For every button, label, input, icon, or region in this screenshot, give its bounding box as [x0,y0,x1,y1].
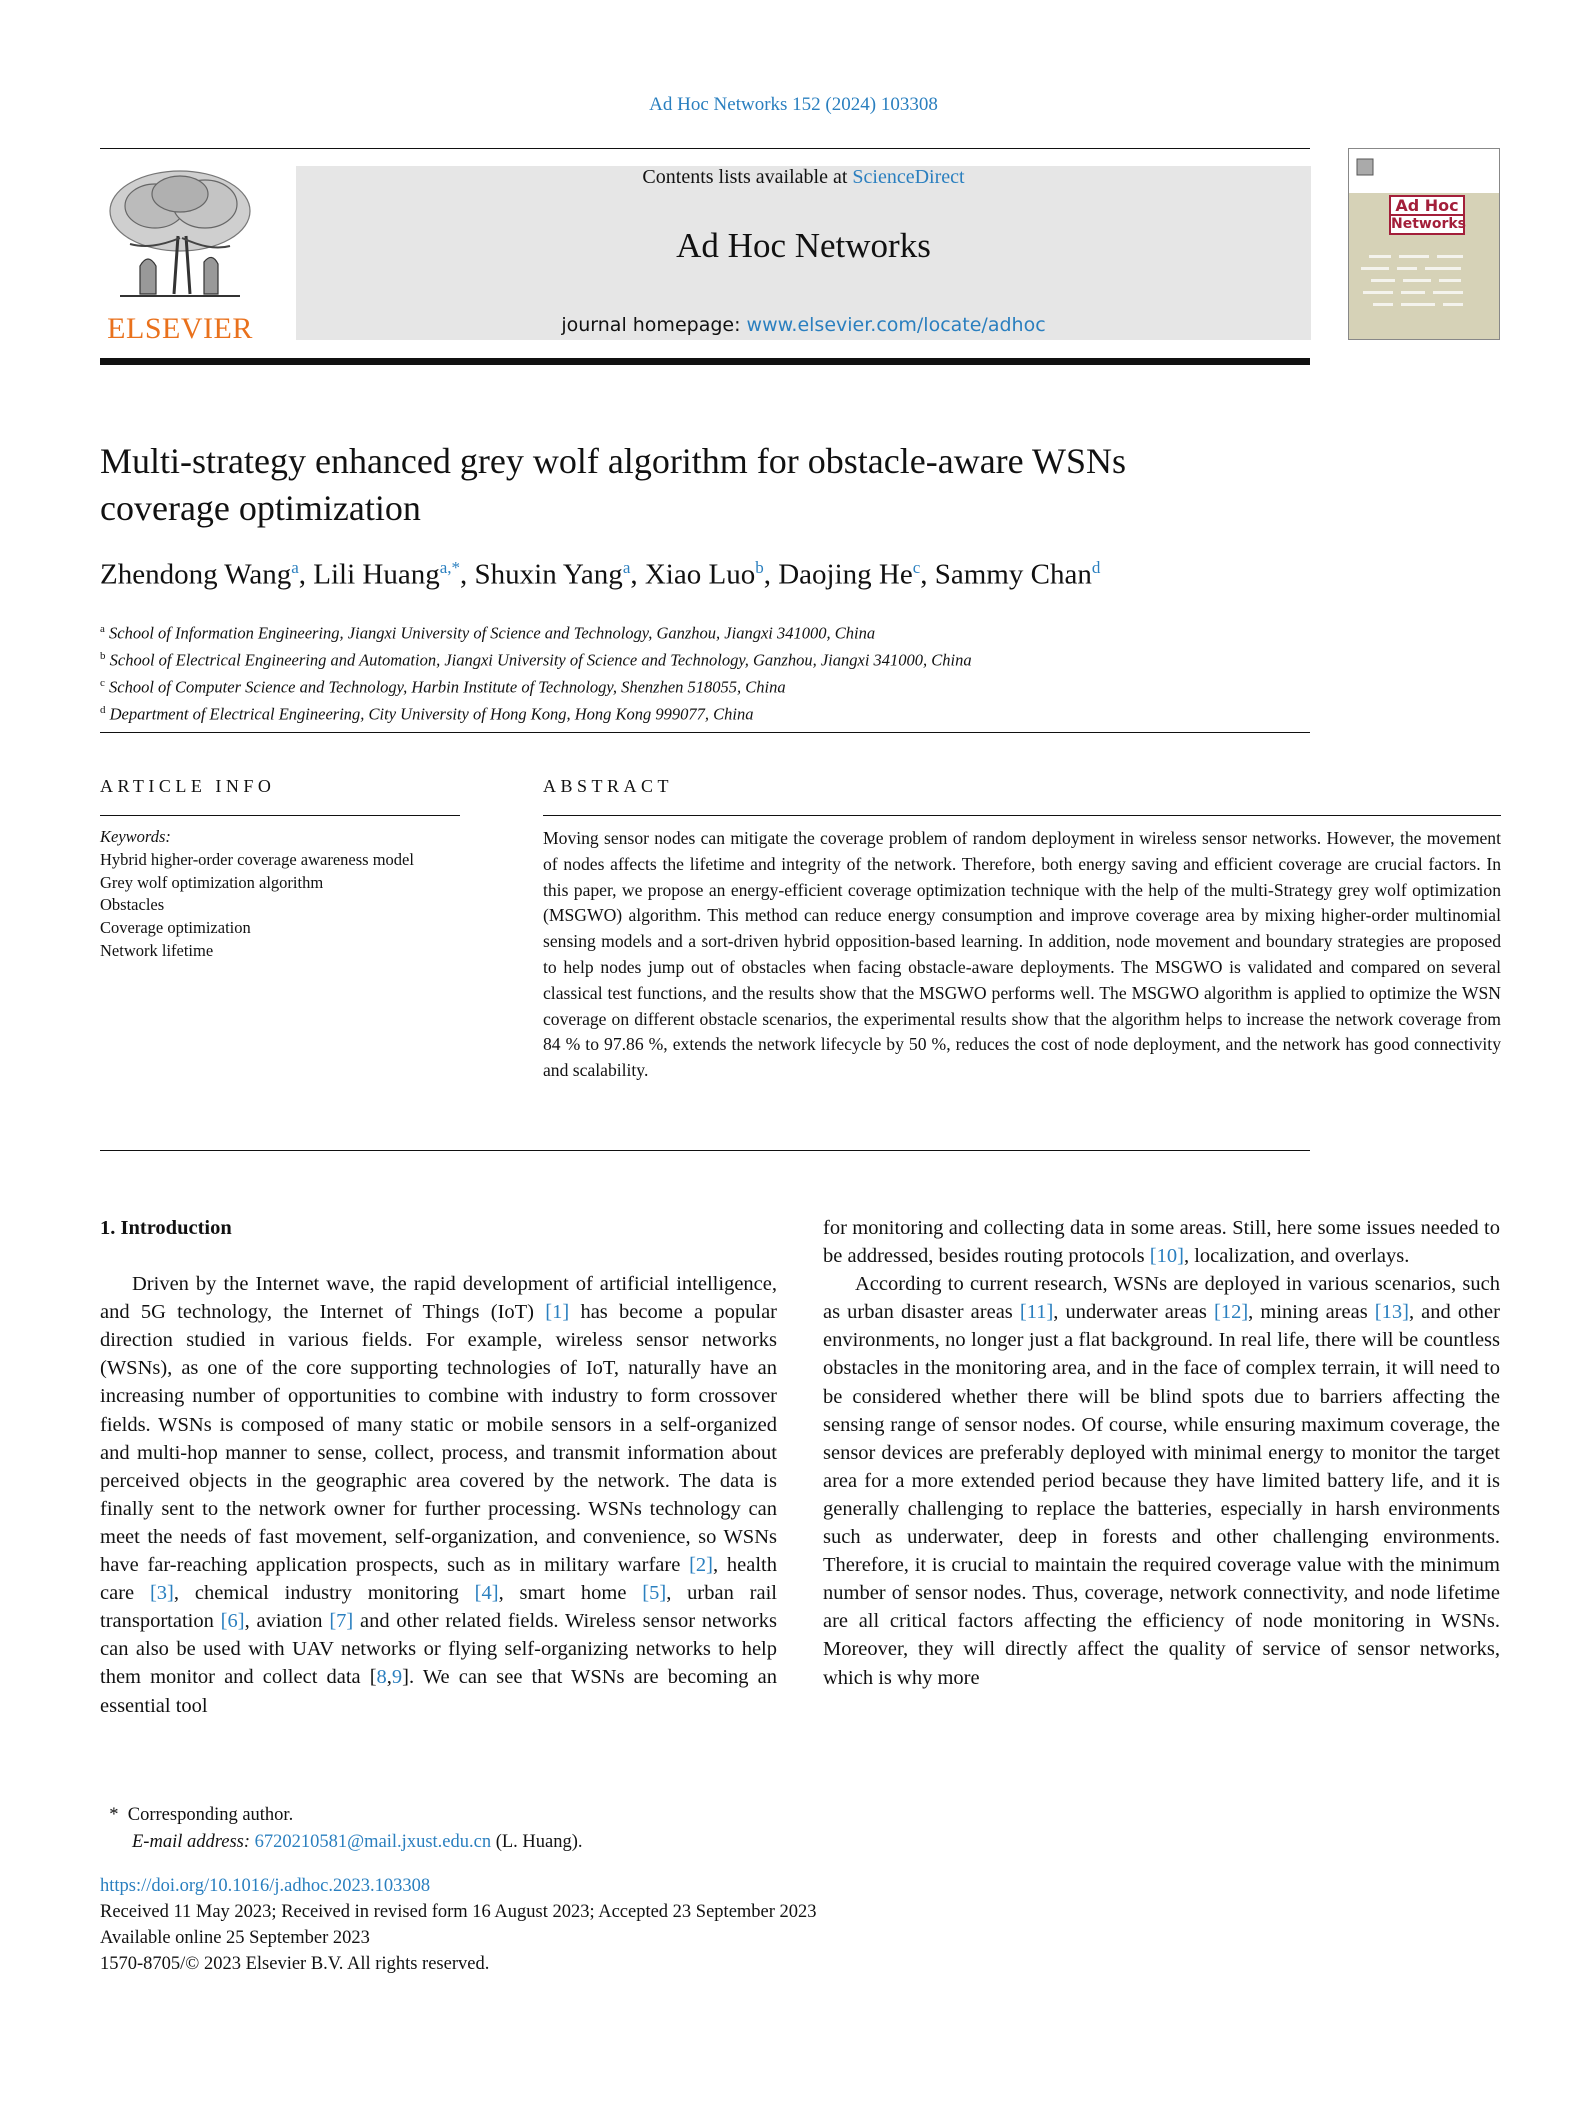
keyword-item: Grey wolf optimization algorithm [100,872,324,892]
body-text: , health care [100,1554,778,1605]
body-text: ]. We can see that WSNs are becoming an essential tool [100,1666,777,1717]
affiliation-text: School of Electrical Engineering and Automation, Jiangxi University of Science and Technology, Ganzhou, Jiangxi 341000, China [109,650,972,670]
keywords-label: Keywords: [100,827,171,846]
affiliation-mark: b [100,650,106,662]
keyword-item: Network lifetime [100,940,214,960]
body-text: According to current research, WSNs are deployed in various scenarios, such as urban disaster areas [823,1273,1500,1324]
citation-link[interactable]: 9 [391,1666,403,1689]
elsevier-tree-icon [100,166,260,306]
cover-title-line2: Networks [1391,216,1467,232]
citation-link[interactable]: [11] [1019,1301,1054,1324]
body-text: Driven by the Internet wave, the rapid development of artificial intelligence, and 5G technology, the Internet of Things (IoT) [100,1273,777,1324]
cover-elsevier-icon [1355,157,1375,177]
citation-link[interactable]: [13] [1374,1301,1409,1324]
citation-link[interactable]: [12] [1214,1301,1249,1324]
author-affiliation-mark[interactable]: a [291,558,299,577]
affiliation-item [100,618,1310,645]
cover-pattern [1349,249,1499,329]
body-text: , urban rail transportation [100,1582,777,1633]
body-text: , localization, and overlays. [1183,1245,1410,1268]
body-paragraph [100,1270,777,1720]
author-name[interactable]: Lili Huang [313,558,440,591]
body-text: , smart home [498,1582,643,1605]
citation-link[interactable]: [7] [329,1610,354,1633]
affiliation-mark: d [100,704,106,716]
top-rule [100,148,1310,149]
affiliation-mark: c [100,677,105,689]
abstract-rule [543,815,1501,816]
affiliation-item [100,699,1310,726]
available-online: Available online 25 September 2023 [100,1928,370,1948]
header-thick-rule [100,358,1310,365]
section-heading-introduction: 1. Introduction [100,1217,232,1239]
author-name[interactable]: Shuxin Yang [474,558,623,591]
body-text: , chemical industry monitoring [173,1582,475,1605]
elsevier-wordmark: ELSEVIER [107,312,253,345]
journal-cover[interactable] [1348,148,1500,340]
body-text: and other related fields. Wireless sensor networks can also be used with UAV networks or flying self-organizing networks to help them monitor and collect data [ [100,1610,777,1689]
author-name[interactable]: Xiao Luo [644,558,756,591]
homepage-link[interactable]: www.elsevier.com/locate/adhoc [746,314,1046,336]
homepage-prefix: journal homepage: [561,314,747,336]
body-text: for monitoring and collecting data in some areas. Still, here some issues needed to be addressed, besides routing protocols [823,1217,1500,1268]
publication-info [100,1873,1200,1977]
citation-link[interactable]: [5] [642,1582,667,1605]
footnote-line [100,1802,1000,1829]
body-text: , mining areas [1248,1301,1375,1324]
elsevier-logo [100,166,260,346]
keyword-item: Coverage optimization [100,918,251,938]
footnote-text: Corresponding author. [127,1805,294,1825]
paper-title-line2: coverage optimization [100,488,421,528]
citation-link[interactable]: [1] [545,1301,570,1324]
abstract-text: Moving sensor nodes can mitigate the coverage problem of random deployment in wireless sensor networks. However, the movement of nodes affects the lifetime and integrity of the network. Therefore, both energy saving and efficient coverage are crucial factors. In this paper, we propose an energy-efficient coverage optimization technique with the help of the multi-Strategy grey wolf optimization (MSGWO) algorithm. This method can reduce energy consumption and improve coverage area by mixing higher-order multinomial sensing models and a sort-driven hybrid opposition-based learning. In addition, node movement and boundary strategies are proposed to help nodes jump out of obstacles when facing obstacle-aware deployments. The MSGWO is validated and compared on several classical test functions, and the results show that the MSGWO performs well. The MSGWO algorithm is applied to optimize the WSN coverage on different obstacle scenarios, the experimental results show that the algorithm helps to increase the network coverage from 84 % to 97.86 %, extends the network lifecycle by 50 %, reduces the cost of node deployment, and the network has good connectivity and scalability. [543,828,1501,1081]
contents-prefix: Contents lists available at [642,166,853,188]
author-name[interactable]: Zhendong Wang [100,558,292,591]
author-affiliation-mark[interactable]: a [622,558,631,577]
citation-link[interactable]: [2] [689,1554,714,1577]
citation-link[interactable]: [4] [474,1582,499,1605]
sciencedirect-link[interactable]: ScienceDirect [852,166,965,188]
affiliation-item [100,645,1310,672]
cover-title [1389,195,1465,235]
citation-link[interactable]: [3] [149,1582,174,1605]
abstract-heading: ABSTRACT [543,776,674,796]
affiliation-rule [100,732,1310,733]
author-affiliation-mark[interactable]: b [755,558,764,577]
affiliation-mark: a [100,623,105,635]
affiliation-item [100,672,1310,699]
abstract-bottom-rule [100,1150,1310,1151]
affiliation-text: School of Information Engineering, Jiangxi University of Science and Technology, Ganzhou, Jiangxi 341000, China [109,623,876,643]
email-suffix: (L. Huang). [495,1832,583,1852]
doi-link[interactable]: https://doi.org/10.1016/j.adhoc.2023.103308 [100,1876,431,1896]
body-text: , underwater areas [1053,1301,1215,1324]
keyword-item: Hybrid higher-order coverage awareness model [100,849,414,869]
body-text: , and other environments, no longer just a flat background. In real life, there will be countless obstacles in the monitoring area, and in the face of complex terrain, it will need to be considered whether there will be blind spots due to barriers affecting the sensing range of sensor nodes. Of course, while ensuring maximum coverage, the sensor devices are preferably deployed with minimal energy to monitor the target area for a more extended period because they have limited battery life, and it is generally challenging to replace the batteries, especially in harsh environments such as underwater, deep in forests and other challenging environments. Therefore, it is crucial to maintain the required coverage value with the minimum number of sensor nodes. Thus, coverage, network connectivity, and node lifetime are all critical factors affecting the efficiency of node monitoring in WSNs. Moreover, they will directly affect the quality of service of sensor networks, which is why more [823,1301,1500,1689]
article-info-heading: ARTICLE INFO [100,776,276,796]
cover-title-line1: Ad Hoc [1395,196,1459,215]
body-text: , [386,1666,392,1689]
body-paragraph [823,1214,1500,1270]
paper-title-line1: Multi-strategy enhanced grey wolf algorithm for obstacle-aware WSNs [100,441,1126,481]
author-affiliation-mark[interactable]: a,* [439,558,461,577]
received-dates: Received 11 May 2023; Received in revised form 16 August 2023; Accepted 23 September 2023 [100,1902,817,1922]
cover-header [1349,149,1499,193]
email-link[interactable]: 6720210581@mail.jxust.edu.cn [254,1832,492,1852]
keywords-block [100,826,460,963]
author-name[interactable]: Daojing He [778,558,913,591]
affiliation-text: Department of Electrical Engineering, City University of Hong Kong, Hong Kong 999077, China [109,704,754,724]
author-name[interactable]: Sammy Chan [934,558,1092,591]
journal-title: Ad Hoc Networks [676,226,931,265]
body-column-right [823,1214,1500,1692]
author-list: Zhendong Wang$^a$, Lili Huang$^{a,*}$, Shuxin Yang$^a$, Xiao Luo$^b$, Daojing He$^c$, Sammy Chan$^d$ [100,558,1101,591]
citation-link[interactable]: [6] [220,1610,245,1633]
affiliation-text: School of Computer Science and Technology, Harbin Institute of Technology, Shenzhen 518055, China [109,677,786,697]
body-text: has become a popular direction studied in various fields. For example, wireless sensor networks (WSNs), as one of the core supporting technologies of IoT, naturally have an increasing number of opportunities to combine with industry to form crossover fields. WSNs is composed of many static or mobile sensors in a self-organized and multi-hop manner to sense, collect, process, and transmit information about perceived objects in the geographic area covered by the network. The data is finally sent to the network owner for further processing. WSNs technology can meet the needs of fast movement, self-organization, and convenience, so WSNs have far-reaching application prospects, such as in military warfare [100,1301,777,1577]
body-column-left [100,1214,777,1720]
author-affiliation-mark[interactable]: c [912,558,921,577]
journal-masthead [296,166,1311,340]
paper-title [100,438,1310,532]
citation-link[interactable]: [10] [1149,1245,1184,1268]
corresponding-footnote [100,1802,1000,1856]
body-paragraph [823,1270,1500,1691]
footnote-star: * [109,1805,119,1825]
contents-line [296,166,1311,189]
keyword-item: Obstacles [100,895,165,915]
homepage-line [296,314,1311,336]
article-info-rule [100,815,460,816]
author-affiliation-mark[interactable]: d [1091,558,1101,577]
citation-link[interactable]: 8 [376,1666,387,1689]
journal-reference[interactable]: Ad Hoc Networks 152 (2024) 103308 [649,94,938,115]
footnote-email-line [100,1829,1000,1856]
email-label: E-mail address: [132,1832,251,1852]
body-text: , aviation [244,1610,330,1633]
copyright: 1570-8705/© 2023 Elsevier B.V. All rights reserved. [100,1954,490,1974]
affiliations [100,618,1310,726]
